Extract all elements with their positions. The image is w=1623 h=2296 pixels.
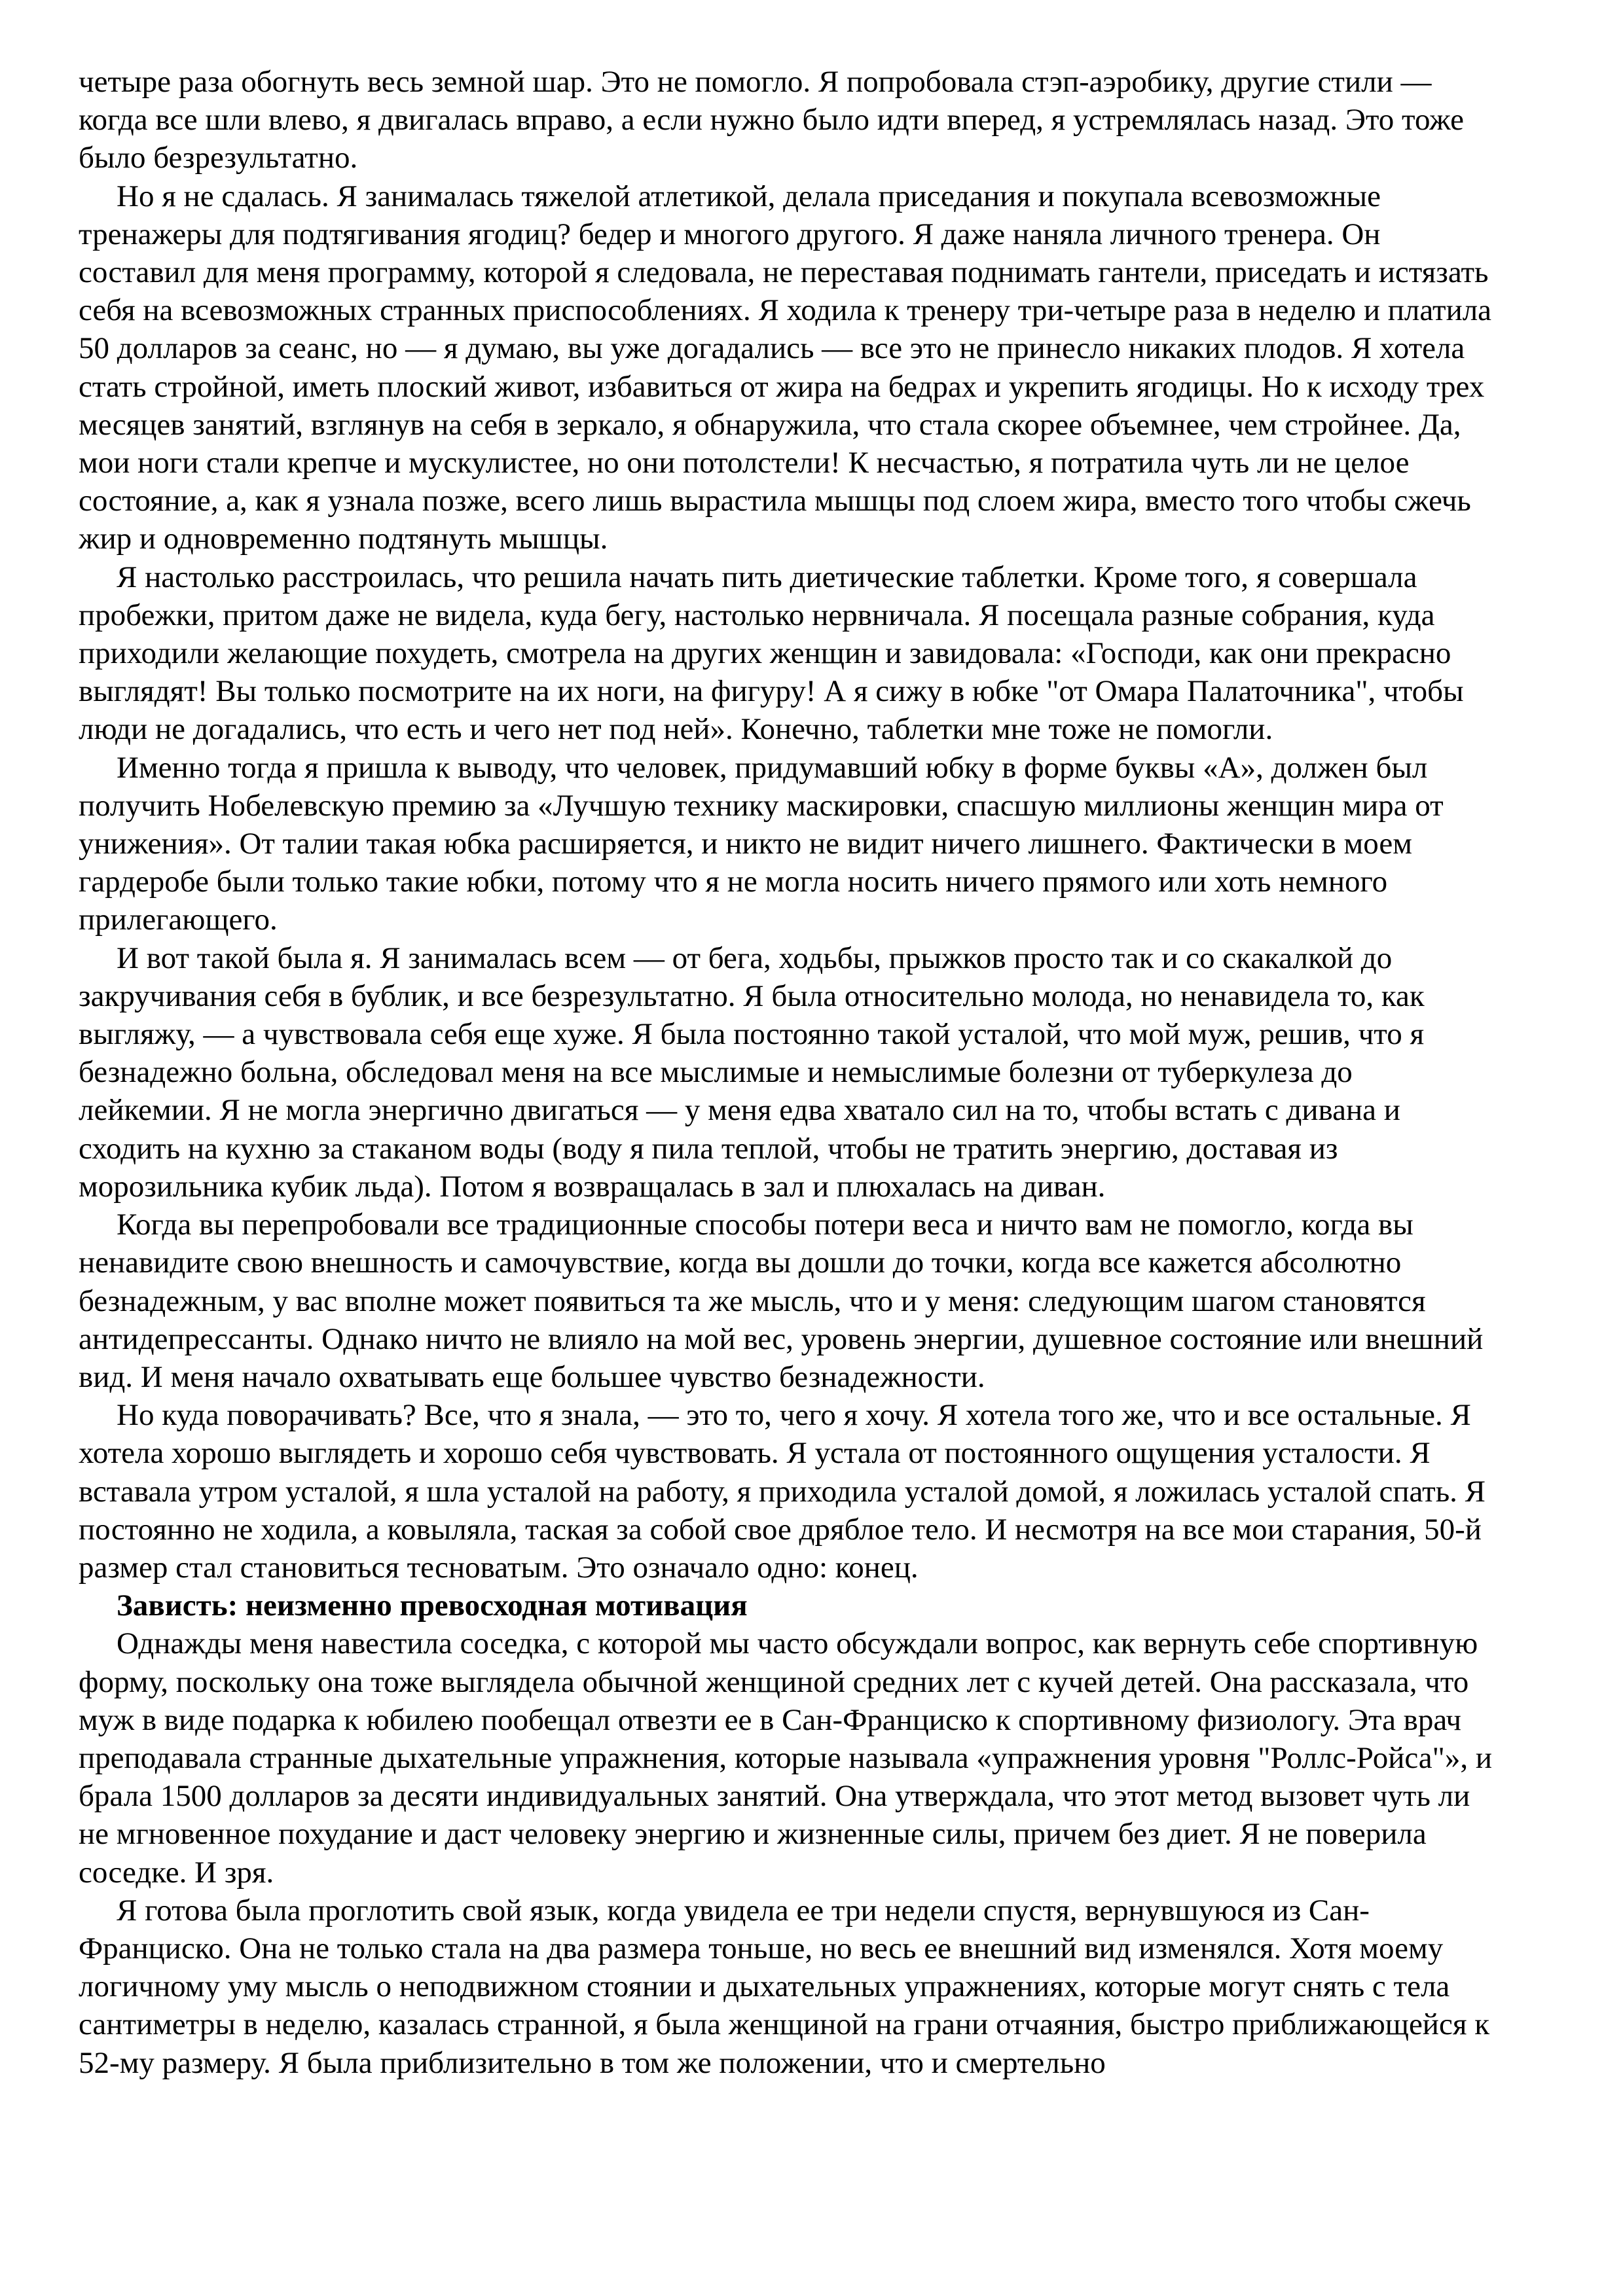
paragraph-where-to-turn: Но куда поворачивать? Все, что я знала, — это то, чего я хочу. Я хотела того же, что и все остальные. Я хотела хорошо выглядеть и хорошо себя чувствовать. Я устала от постоянного ощущения усталости. Я вставала утром усталой, я шла усталой на работу, я приходила усталой домой, я ложилась усталой спать. Я постоянно не ходила, а ковыляла, таская за собой свое дряблое тело. И несмотря на все мои старания, 50-й размер стал становиться тесноватым. Это означало одно: конец.	[79, 1398, 1486, 1585]
paragraph-antidepressants: Когда вы перепробовали все традиционные способы потери веса и ничто вам не помогло, когда вы ненавидите свою внешность и самочувствие, когда вы дошли до точки, когда все кажется абсолютно безнадежным, у вас вполне может появиться та же мысль, что и у меня: следующим шагом становятся антидепрессанты. Однако ничто не влияло на мой вес, уровень энергии, душевное состояние или внешний вид. И меня начало охватывать еще большее чувство безнадежности.	[79, 1208, 1484, 1394]
paragraph-fatigue: И вот такой была я. Я занималась всем — от бега, ходьбы, прыжков просто так и со скакалкой до закручивания себя в бублик, и все безрезультатно. Я была относительно молода, но ненавидела то, как выгляжу, — а чувствовала себя еще хуже. Я была постоянно такой усталой, что мой муж, решив, что я безнадежно больна, обследовал меня на все мыслимые и немыслимые болезни от туберкулеза до лейкемии. Я не могла энергично двигаться — у меня едва хватало сил на то, чтобы встать с дивана и сходить на кухню за стаканом воды (воду я пила теплой, чтобы не тратить энергию, доставая из морозильника кубик льда). Потом я возвращалась в зал и плюхалась на диван.	[79, 941, 1425, 1204]
paragraph-a-line-skirt: Именно тогда я пришла к выводу, что человек, придумавший юбку в форме буквы «А», должен был получить Нобелевскую премию за «Лучшую технику маскировки, спасшую миллионы женщин мира от унижения». От талии такая юбка расширяется, и никто не видит ничего лишнего. Фактически в моем гардеробе были только такие юбки, потому что я не могла носить ничего прямого или хоть немного прилегающего.	[79, 750, 1444, 937]
paragraph-three-weeks-later: Я готова была проглотить свой язык, когда увидела ее три недели спустя, вернувшуюся из Сан-Франциско. Она не только стала на два размера тоньше, но весь ее внешний вид изменялся. Хотя моему логичному уму мысль о неподвижном стоянии и дыхательных упражнениях, которые могут снять с тела сантиметры в неделю, казалась странной, я была женщиной на грани отчаяния, быстро приближающейся к 52-му размеру. Я была приблизительно в том же положении, что и смертельно	[79, 1893, 1490, 2080]
paragraph-weightlifting: Но я не сдалась. Я занималась тяжелой атлетикой, делала приседания и покупала всевозможные тренажеры для подтягивания ягодиц? бедер и многого другого. Я даже наняла личного тренера. Он составил для меня программу, которой я следовала, не переставая поднимать гантели, приседать и истязать себя на всевозможных странных приспособлениях. Я ходила к тренеру три-четыре раза в неделю и платила 50 долларов за сеанс, но — я думаю, вы уже догадались — все это не принесло никаких плодов. Я хотела стать стройной, иметь плоский живот, избавиться от жира на бедрах и укрепить ягодицы. Но к исходу трех месяцев занятий, взглянув на себя в зеркало, я обнаружила, что стала скорее объемнее, чем стройнее. Да, мои ноги стали крепче и мускулистее, но они потолстели! К несчастью, я потратила чуть ли не целое состояние, а, как я узнала позже, всего лишь вырастила мышцы под слоем жира, вместо того чтобы сжечь жир и одновременно подтянуть мышцы.	[79, 179, 1492, 556]
paragraph-neighbor: Однажды меня навестила соседка, с которой мы часто обсуждали вопрос, как вернуть себе спортивную форму, поскольку она тоже выглядела обычной женщиной средних лет с кучей детей. Она рассказала, что муж в виде подарка к юбилею пообещал отвезти ее в Сан-Франциско к спортивному физиологу. Эта врач преподавала странные дыхательные упражнения, которые называла «упражнения уровня "Роллс-Ройса"», и брала 1500 долларов за десяти индивидуальных занятий. Она утверждала, что этот метод вызовет чуть ли не мгновенное похудание и даст человеку энергию и жизненные силы, причем без диет. Я не поверила соседке. И зря.	[79, 1626, 1492, 1890]
paragraph-continuation: четыре раза обогнуть весь земной шар. Это не помогло. Я попробовала стэп-аэробику, другие стили — когда все шли влево, я двигалась вправо, а если нужно было идти вперед, я устремлялась назад. Это тоже было безрезультатно.	[79, 65, 1465, 175]
section-heading-envy: Зависть: неизменно превосходная мотивация	[117, 1588, 748, 1623]
document-page	[79, 63, 1493, 2082]
paragraph-diet-pills: Я настолько расстроилась, что решила начать пить диетические таблетки. Кроме того, я совершала пробежки, притом даже не видела, куда бегу, настолько нервничала. Я посещала разные собрания, куда приходили желающие похудеть, смотрела на других женщин и завидовала: «Господи, как они прекрасно выглядят! Вы только посмотрите на их ноги, на фигуру! А я сижу в юбке "от Омара Палаточника", чтобы люди не догадались, что есть и чего нет под ней». Конечно, таблетки мне тоже не помогли.	[79, 560, 1464, 747]
